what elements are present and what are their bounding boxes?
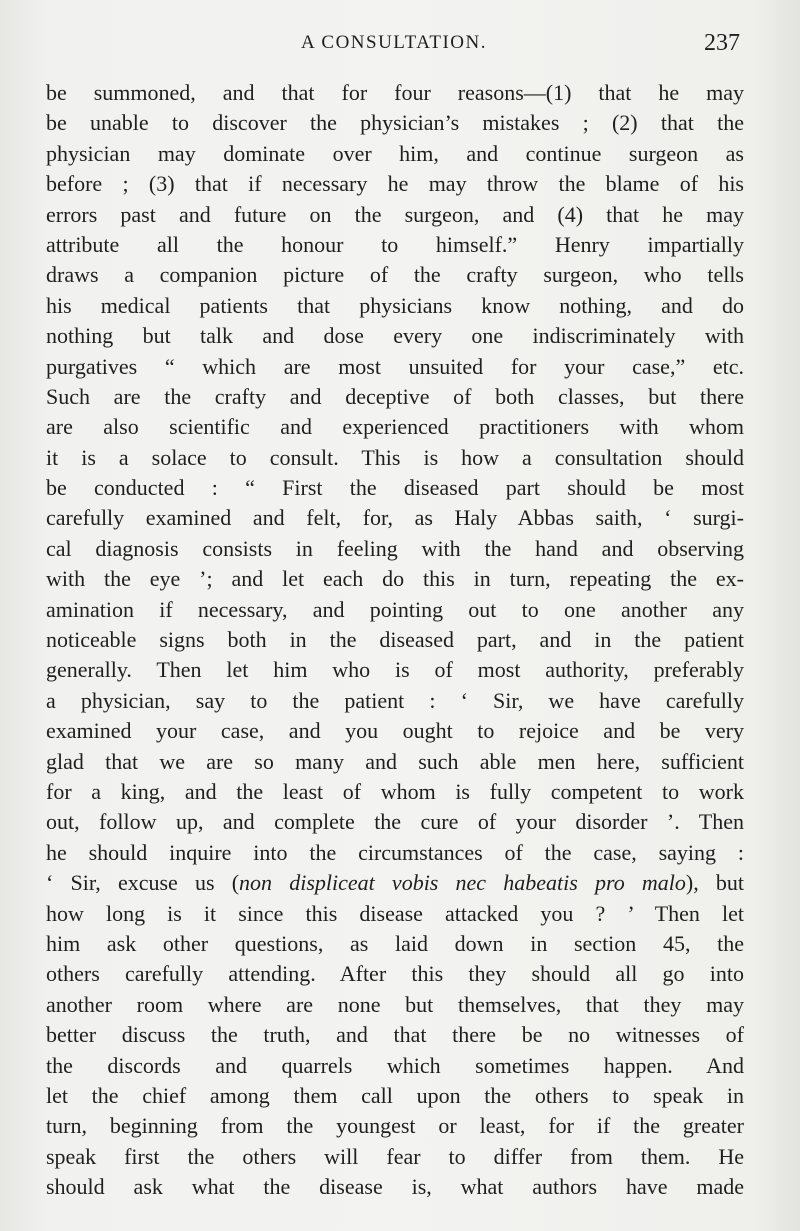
text-line: turn, beginning from the youngest or least, for if the greater <box>46 1113 744 1139</box>
text-line: noticeable signs both in the diseased part, and in the patient <box>46 627 744 653</box>
text-line: carefully examined and felt, for, as Haly Abbas saith, ‘ surgi- <box>46 505 744 531</box>
page-number: 237 <box>704 30 740 56</box>
text-line: his medical patients that physicians know nothing, and do <box>46 292 744 318</box>
text-line: speak first the others will fear to differ from them. He <box>46 1143 744 1169</box>
text-line: nothing but talk and dose every one indiscriminately with <box>46 323 744 349</box>
text-line: draws a companion picture of the crafty surgeon, who tells <box>46 262 744 288</box>
text-line: should ask what the disease is, what authors have made <box>46 1174 744 1200</box>
text-line: Such are the crafty and deceptive of both classes, but there <box>46 383 744 409</box>
text-line: a physician, say to the patient : ‘ Sir, we have carefully <box>46 687 744 713</box>
text-line: attribute all the honour to himself.” Henry impartially <box>46 231 744 257</box>
text-line: out, follow up, and complete the cure of your disorder ’. Then <box>46 809 744 835</box>
page-header <box>48 30 740 60</box>
text-line: another room where are none but themselves, that they may <box>46 991 744 1017</box>
text-line: be conducted : “ First the diseased part should be most <box>46 475 744 501</box>
text-line: examined your case, and you ought to rejoice and be very <box>46 718 744 744</box>
text-line: it is a solace to consult. This is how a consultation should <box>46 444 744 470</box>
text-line: he should inquire into the circumstances of the case, saying : <box>46 839 744 865</box>
text-line: glad that we are so many and such able men here, sufficient <box>46 748 744 774</box>
text-line: how long is it since this disease attacked you ? ’ Then let <box>46 900 744 926</box>
text-line: before ; (3) that if necessary he may throw the blame of his <box>46 171 744 197</box>
italic-phrase: non displiceat vobis nec habeatis pro malo <box>239 870 686 896</box>
body-text <box>46 78 744 1202</box>
text-line: physician may dominate over him, and continue surgeon as <box>46 140 744 166</box>
text-line: errors past and future on the surgeon, and (4) that he may <box>46 201 744 227</box>
text-line: amination if necessary, and pointing out to one another any <box>46 596 744 622</box>
text-line: for a king, and the least of whom is fully competent to work <box>46 778 744 804</box>
running-title: A CONSULTATION. <box>300 32 487 53</box>
text-line: ‘ Sir, excuse us (non displiceat vobis nec habeatis pro malo), but <box>46 870 744 896</box>
text-line: others carefully attending. After this they should all go into <box>46 961 744 987</box>
text-line: generally. Then let him who is of most authority, preferably <box>46 657 744 683</box>
text-line: be unable to discover the physician’s mistakes ; (2) that the <box>46 110 744 136</box>
text-line: better discuss the truth, and that there be no witnesses of <box>46 1022 744 1048</box>
text-line: let the chief among them call upon the others to speak in <box>46 1082 744 1108</box>
text-line: with the eye ’; and let each do this in turn, repeating the ex- <box>46 566 744 592</box>
text-line: are also scientific and experienced practitioners with whom <box>46 414 744 440</box>
text-line: him ask other questions, as laid down in section 45, the <box>46 930 744 956</box>
text-line: purgatives “ which are most unsuited for your case,” etc. <box>46 353 744 379</box>
text-line: the discords and quarrels which sometimes happen. And <box>46 1052 744 1078</box>
text-line: be summoned, and that for four reasons—(1) that he may <box>46 80 744 105</box>
text-line: cal diagnosis consists in feeling with the hand and observing <box>46 535 744 561</box>
